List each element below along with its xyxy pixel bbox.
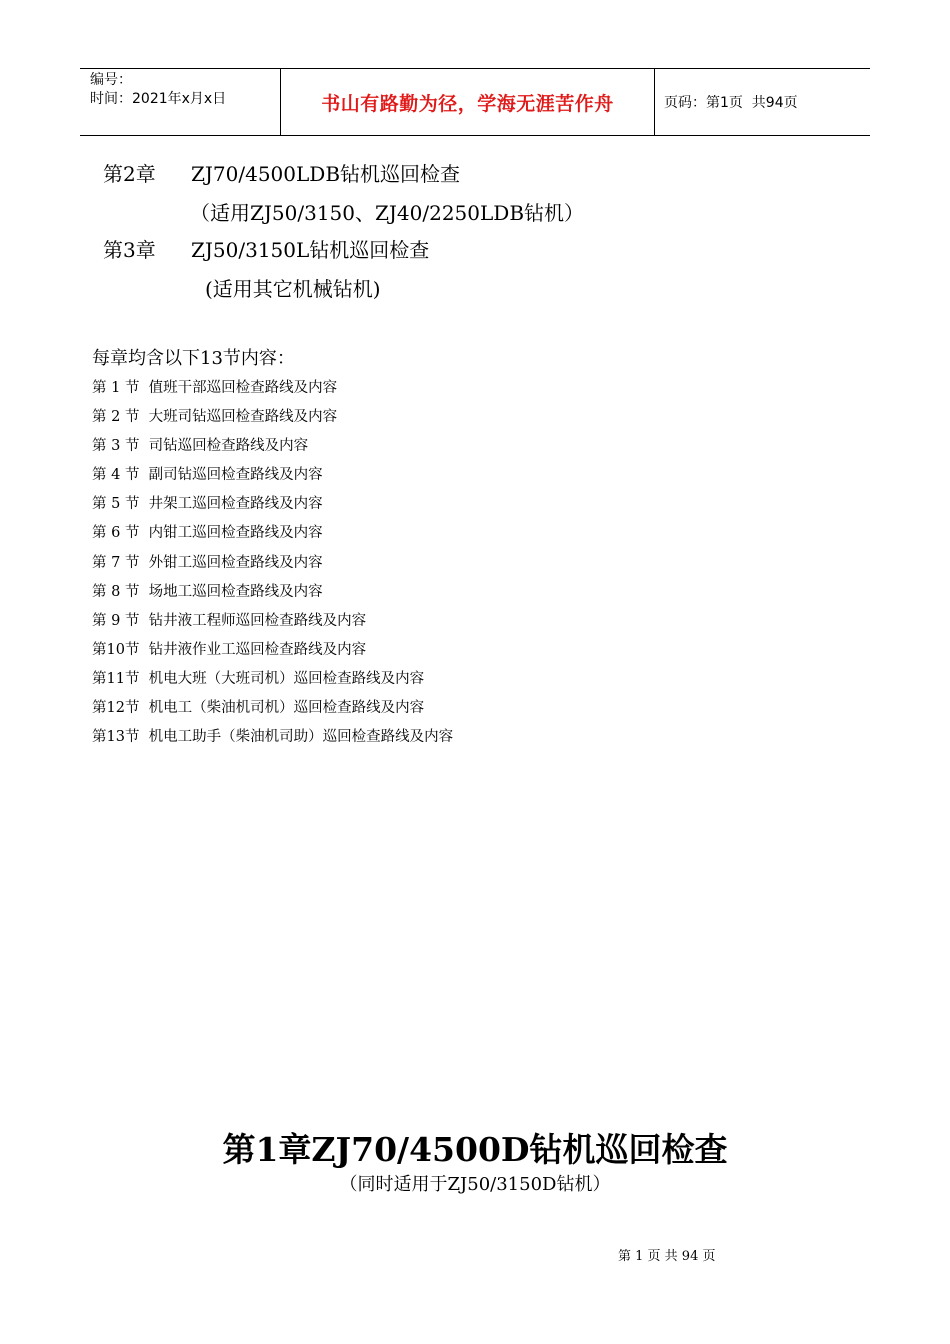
header-meta xyxy=(80,69,281,135)
document-number-label: 编号： xyxy=(90,72,132,88)
chapter-3-note: (适用其它机械钻机) xyxy=(205,277,381,301)
header-page-info: 页码：第1页 共94页 xyxy=(664,95,798,111)
chapter-title: ZJ70/4500LDB钻机巡回检查 xyxy=(191,162,461,186)
chapter-number: 第3章 xyxy=(103,238,156,262)
list-item: 第 9 节 钻井液工程师巡回检查路线及内容 xyxy=(92,612,367,629)
header-page-cell xyxy=(655,69,870,135)
list-item: 第 2 节 大班司钻巡回检查路线及内容 xyxy=(92,409,338,426)
list-item: 第12节 机电工（柴油机司机）巡回检查路线及内容 xyxy=(92,700,425,717)
page-header xyxy=(80,68,870,136)
chapter-2-note: （适用ZJ50/3150、ZJ40/2250LDB钻机） xyxy=(190,201,585,225)
chapter-number: 第2章 xyxy=(103,162,156,186)
list-item: 第 6 节 内钳工巡回检查路线及内容 xyxy=(92,525,323,542)
page-footer: 第 1 页 共 94 页 xyxy=(618,1249,716,1264)
section-list xyxy=(92,377,453,755)
chapter-1-title: 第1章ZJ70/4500D钻机巡回检查 xyxy=(222,1130,728,1169)
header-motto-cell xyxy=(281,69,655,135)
list-item: 第 7 节 外钳工巡回检查路线及内容 xyxy=(92,554,323,571)
list-item: 第11节 机电大班（大班司机）巡回检查路线及内容 xyxy=(92,670,425,687)
list-item: 第 3 节 司钻巡回检查路线及内容 xyxy=(92,438,309,455)
list-item: 第 4 节 副司钻巡回检查路线及内容 xyxy=(92,467,323,484)
list-item: 第13节 机电工助手（柴油机司助）巡回检查路线及内容 xyxy=(92,729,454,746)
date-label: 时间：2021年x月x日 xyxy=(90,91,227,107)
list-item: 第 5 节 井架工巡回检查路线及内容 xyxy=(92,496,323,513)
chapter-title: ZJ50/3150L钻机巡回检查 xyxy=(191,238,430,262)
header-motto: 书山有路勤为径，学海无涯苦作舟 xyxy=(321,92,614,115)
chapter-3-heading xyxy=(103,234,429,263)
list-item: 第 1 节 值班干部巡回检查路线及内容 xyxy=(92,380,338,396)
sections-intro: 每章均含以下13节内容： xyxy=(92,348,295,369)
chapter-1-subtitle: （同时适用于ZJ50/3150D钻机） xyxy=(339,1174,611,1195)
list-item: 第 8 节 场地工巡回检查路线及内容 xyxy=(92,583,323,600)
list-item: 第10节 钻井液作业工巡回检查路线及内容 xyxy=(92,641,367,658)
chapter-2-heading xyxy=(103,158,460,187)
